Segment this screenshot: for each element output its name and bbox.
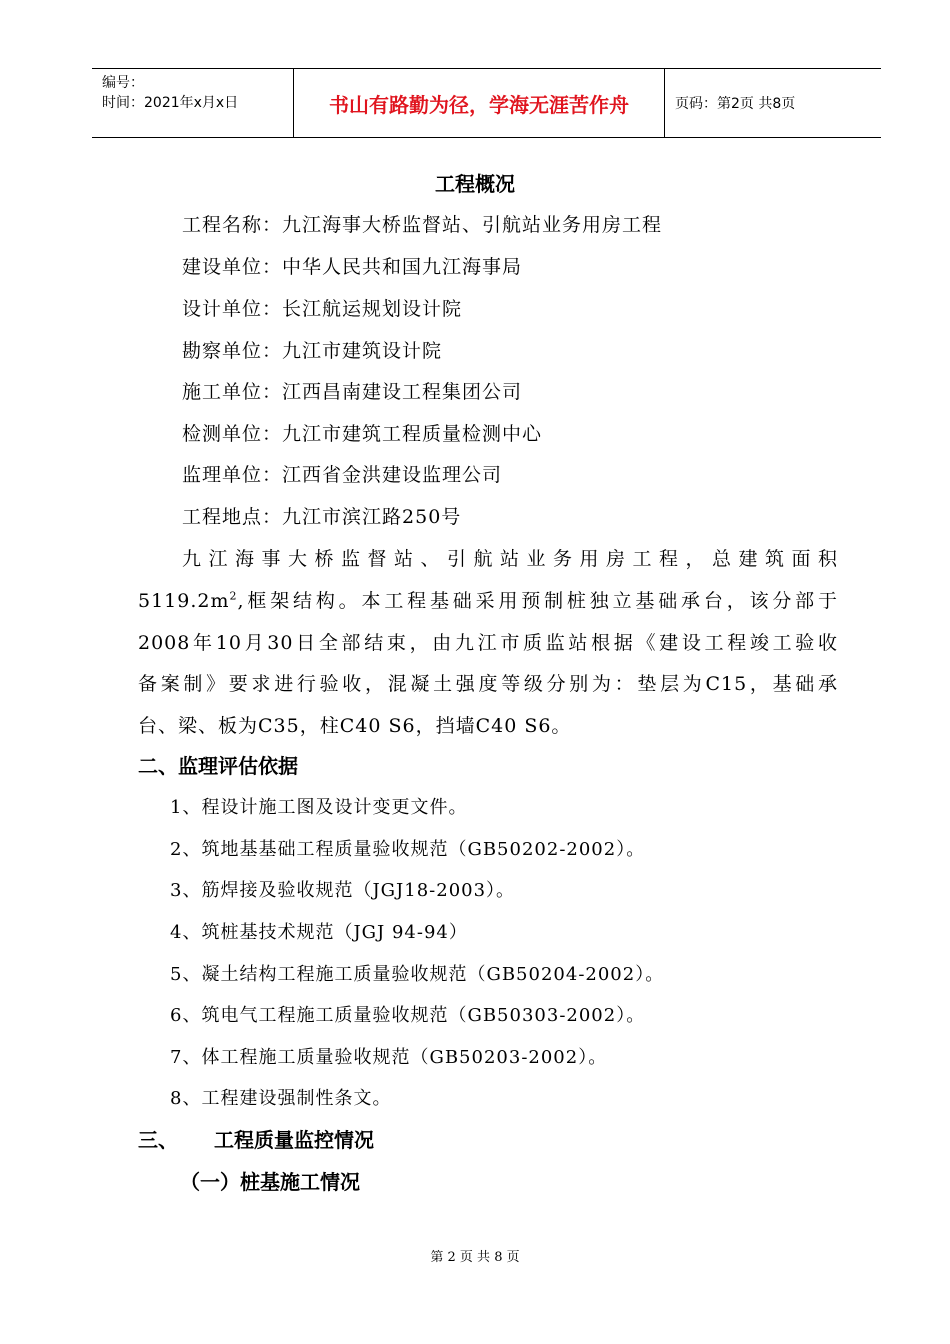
description-line-4: 备案制》要求进行验收，混凝土强度等级分别为：垫层为C15，基础承	[138, 673, 838, 695]
page-title: 工程概况	[435, 172, 515, 196]
description-line-1: 九江海事大桥监督站、引航站业务用房工程，总建筑面积	[182, 548, 838, 570]
page-label: 页码：第2页 共8页	[675, 96, 796, 112]
info-contractor: 施工单位：江西昌南建设工程集团公司	[182, 381, 523, 403]
list-item: 4、筑桩基技术规范（JGJ 94-94）	[170, 922, 468, 943]
info-inspector: 检测单位：九江市建筑工程质量检测中心	[182, 423, 543, 445]
list-item: 1、程设计施工图及设计变更文件。	[170, 797, 468, 818]
info-surveyor: 勘察单位：九江市建筑设计院	[182, 340, 443, 362]
description-line-2: $5119.2m^2$,框架结构。本工程基础采用预制桩独立基础承台，该分部于	[138, 589, 838, 612]
list-item: 6、筑电气工程施工质量验收规范（GB50303-2002）。	[170, 1005, 646, 1026]
motto-cell	[293, 69, 665, 137]
list-item: 7、体工程施工质量验收规范（GB50203-2002）。	[170, 1047, 608, 1068]
list-item: 3、筋焊接及验收规范（JGJ18-2003）。	[170, 880, 516, 901]
description-line-3: 2008年10月30日全部结束，由九江市质监站根据《建设工程竣工验收	[138, 632, 838, 654]
list-item: 5、凝土结构工程施工质量验收规范（GB50204-2002）。	[170, 964, 665, 985]
info-supervisor: 监理单位：江西省金洪建设监理公司	[182, 464, 503, 486]
info-designer: 设计单位：长江航运规划设计院	[182, 298, 463, 320]
section-3-subheading: （一）桩基施工情况	[180, 1170, 360, 1194]
list-item: 8、工程建设强制性条文。	[170, 1088, 392, 1109]
info-owner: 建设单位：中华人民共和国九江海事局	[182, 256, 523, 278]
section-3-heading: 三、 工程质量监控情况	[138, 1128, 374, 1152]
info-location: 工程地点：九江市滨江路250号	[182, 506, 462, 528]
page-number-cell	[665, 69, 881, 137]
list-item: 2、筑地基基础工程质量验收规范（GB50202-2002）。	[170, 839, 646, 860]
page-header-table	[92, 68, 881, 138]
info-project-name: 工程名称：九江海事大桥监督站、引航站业务用房工程	[182, 214, 663, 236]
motto-text: 书山有路勤为径，学海无涯苦作舟	[329, 92, 629, 117]
time-label: 时间：2021年x月x日	[102, 95, 239, 111]
description-line-5: 台、梁、板为C35，柱C40 S6，挡墙C40 S6。	[138, 715, 572, 737]
section-2-heading: 二、监理评估依据	[138, 754, 298, 778]
number-label: 编号：	[102, 75, 144, 91]
page-footer: 第 2 页 共 8 页	[430, 1250, 520, 1265]
header-meta-cell	[92, 69, 293, 137]
